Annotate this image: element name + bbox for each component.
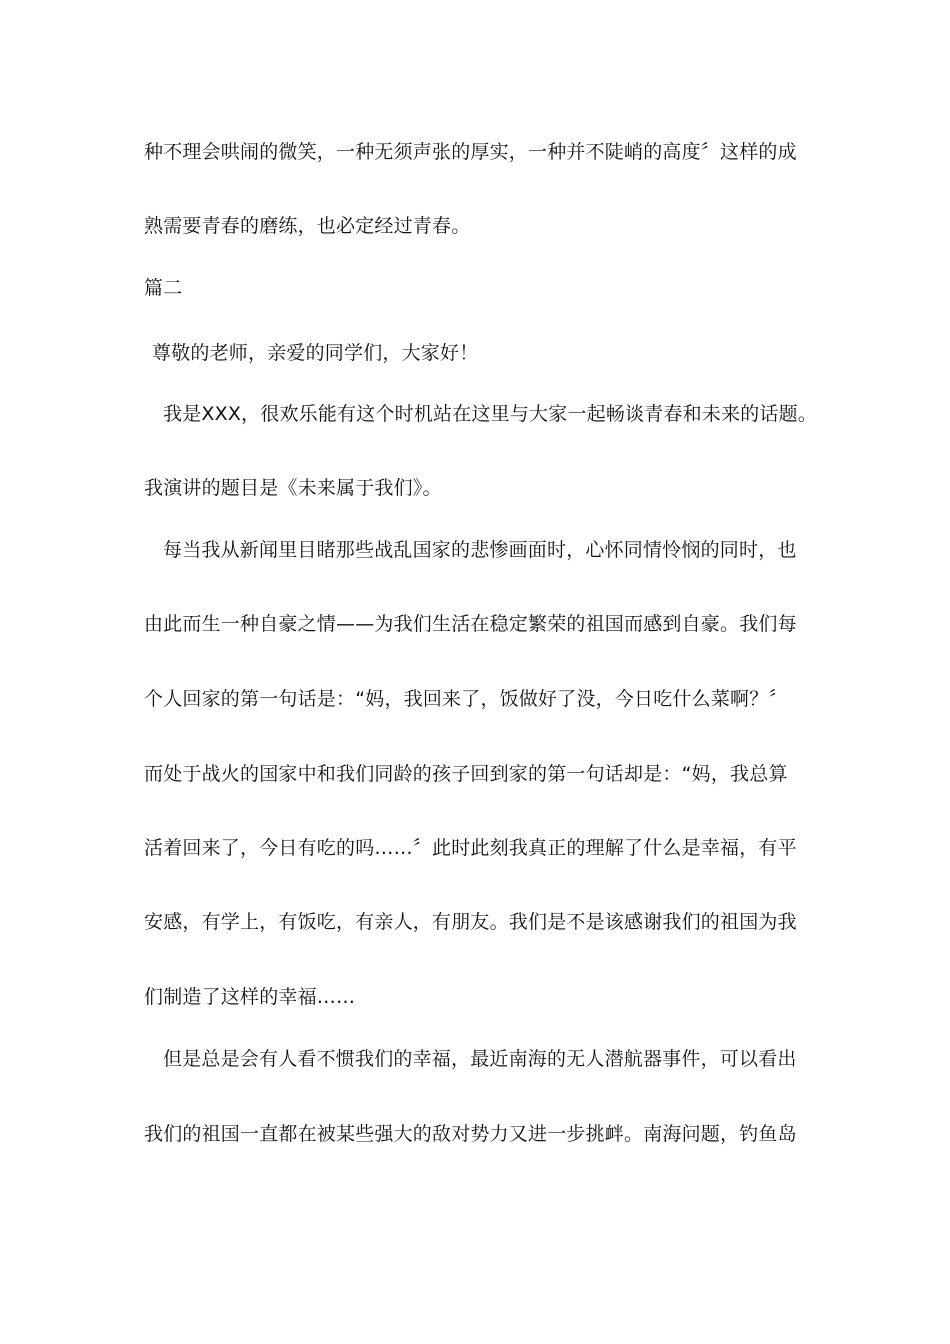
text-line: 我们的祖国一直都在被某些强大的敌对势力又进一步挑衅。南海问题，钓鱼岛	[144, 1123, 797, 1145]
text-line: 每当我从新闻里目睹那些战乱国家的悲惨画面时，心怀同情怜悯的同时，也	[163, 539, 797, 561]
text-line: 安感，有学上，有饭吃，有亲人，有朋友。我们是不是该感谢我们的祖国为我	[144, 911, 797, 933]
text-line: 但是总是会有人看不惯我们的幸福，最近南海的无人潜航器事件，可以看出	[163, 1048, 797, 1070]
text-line: 由此而生一种自豪之情——为我们生活在稳定繁荣的祖国而感到自豪。我们每	[144, 613, 797, 635]
text-line: 活着回来了，今日有吃的吗……〞此时此刻我真正的理解了什么是幸福，有平	[144, 837, 797, 859]
text-line: 而处于战火的国家中和我们同龄的孩子回到家的第一句话却是：“妈，我总算	[144, 763, 788, 785]
text-line: 种不理会哄闹的微笑，一种无须声张的厚实，一种并不陡峭的高度〞这样的成	[144, 141, 797, 163]
section-heading: 篇二	[144, 277, 183, 299]
text-line: 熟需要青春的磨练，也必定经过青春。	[144, 215, 471, 237]
text-line: 个人回家的第一句话是：“妈，我回来了，饭做好了没，今日吃什么菜啊？〞	[144, 688, 788, 710]
text-line: 们制造了这样的幸福……	[144, 986, 356, 1008]
text-line: 我演讲的题目是《未来属于我们》。	[144, 477, 442, 499]
salutation: 尊敬的老师，亲爱的同学们，大家好！	[152, 342, 479, 364]
text-line: 我是XXX，很欢乐能有这个时机站在这里与大家一起畅谈青春和未来的话题。	[163, 403, 818, 425]
